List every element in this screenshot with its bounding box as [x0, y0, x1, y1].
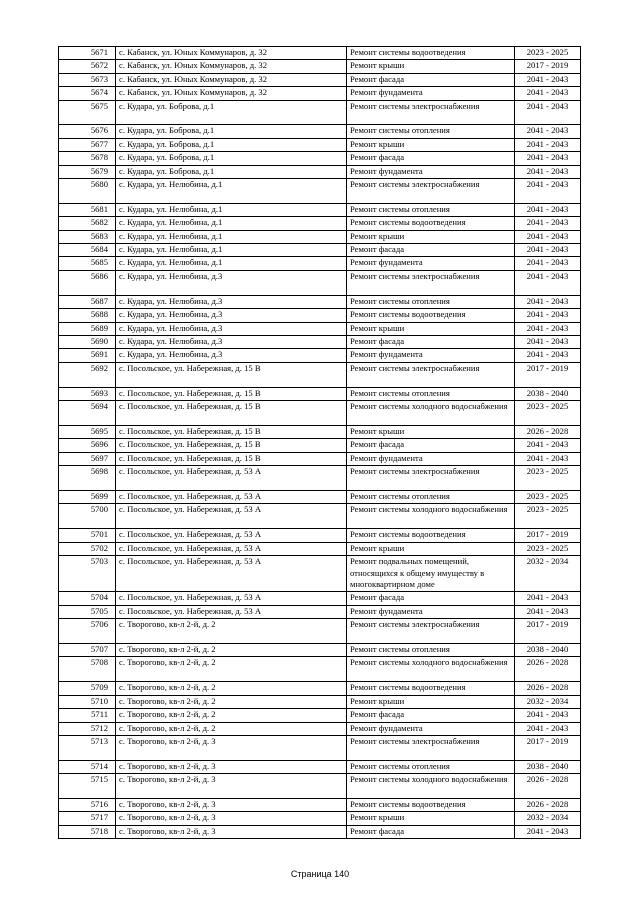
row-number: 5672 [59, 60, 116, 73]
row-number: 5677 [59, 138, 116, 151]
row-period: 2041 - 2043 [515, 439, 581, 452]
row-number: 5690 [59, 335, 116, 348]
row-period: 2041 - 2043 [515, 165, 581, 178]
table-row [59, 322, 581, 335]
row-work-type: Ремонт системы отопления [347, 295, 515, 308]
row-period: 2017 - 2019 [515, 619, 581, 644]
row-address: с. Посольское, ул. Набережная, д. 15 В [116, 387, 347, 400]
table-row [59, 735, 581, 760]
row-number: 5687 [59, 295, 116, 308]
row-address: с. Творогово, кв-л 2-й, д. 2 [116, 709, 347, 722]
row-work-type: Ремонт системы водоотведения [347, 309, 515, 322]
row-number: 5671 [59, 47, 116, 60]
row-work-type: Ремонт фасада [347, 73, 515, 86]
row-period: 2026 - 2028 [515, 425, 581, 438]
row-address: с. Кудара, ул. Нелюбина, д.1 [116, 217, 347, 230]
table-row [59, 73, 581, 86]
row-period: 2026 - 2028 [515, 799, 581, 812]
row-period: 2017 - 2019 [515, 362, 581, 387]
row-address: с. Посольское, ул. Набережная, д. 15 В [116, 400, 347, 425]
row-period: 2041 - 2043 [515, 152, 581, 165]
row-address: с. Кабанск, ул. Юных Коммунаров, д. 32 [116, 47, 347, 60]
table-row [59, 152, 581, 165]
row-number: 5716 [59, 799, 116, 812]
row-work-type: Ремонт фасада [347, 709, 515, 722]
row-number: 5693 [59, 387, 116, 400]
table-row [59, 349, 581, 362]
table-row [59, 542, 581, 555]
row-period: 2041 - 2043 [515, 592, 581, 605]
table-row [59, 556, 581, 592]
row-period: 2032 - 2034 [515, 695, 581, 708]
row-address: с. Кудара, ул. Нелюбина, д.1 [116, 257, 347, 270]
table-row [59, 309, 581, 322]
table-row [59, 799, 581, 812]
table-row [59, 100, 581, 125]
row-period: 2041 - 2043 [515, 230, 581, 243]
row-work-type: Ремонт фасада [347, 825, 515, 838]
row-address: с. Кабанск, ул. Юных Коммунаров, д. 32 [116, 73, 347, 86]
table-row [59, 244, 581, 257]
row-period: 2041 - 2043 [515, 709, 581, 722]
table-row [59, 230, 581, 243]
table-row [59, 179, 581, 204]
row-period: 2041 - 2043 [515, 87, 581, 100]
repair-schedule-table [58, 46, 581, 839]
row-work-type: Ремонт системы отопления [347, 760, 515, 773]
row-address: с. Творогово, кв-л 2-й, д. 3 [116, 774, 347, 799]
row-address: с. Творогово, кв-л 2-й, д. 3 [116, 799, 347, 812]
row-period: 2041 - 2043 [515, 257, 581, 270]
row-address: с. Кудара, ул. Нелюбина, д.3 [116, 295, 347, 308]
row-work-type: Ремонт системы электроснабжения [347, 179, 515, 204]
row-work-type: Ремонт фундамента [347, 349, 515, 362]
row-work-type: Ремонт подвальных помещений, относящихся к общему имуществу в многоквартирном доме [347, 556, 515, 592]
row-number: 5680 [59, 179, 116, 204]
table-row [59, 605, 581, 618]
row-number: 5704 [59, 592, 116, 605]
row-number: 5713 [59, 735, 116, 760]
row-number: 5698 [59, 466, 116, 491]
row-period: 2023 - 2025 [515, 400, 581, 425]
row-number: 5678 [59, 152, 116, 165]
table-row [59, 138, 581, 151]
row-period: 2023 - 2025 [515, 466, 581, 491]
row-number: 5692 [59, 362, 116, 387]
row-work-type: Ремонт системы холодного водоснабжения [347, 657, 515, 682]
row-address: с. Кудара, ул. Боброва, д.1 [116, 165, 347, 178]
row-number: 5717 [59, 812, 116, 825]
row-address: с. Посольское, ул. Набережная, д. 53 А [116, 490, 347, 503]
row-address: с. Посольское, ул. Набережная, д. 15 В [116, 439, 347, 452]
table-row [59, 270, 581, 295]
row-number: 5683 [59, 230, 116, 243]
row-address: с. Кудара, ул. Боброва, д.1 [116, 125, 347, 138]
row-number: 5705 [59, 605, 116, 618]
table-row [59, 592, 581, 605]
row-work-type: Ремонт фундамента [347, 165, 515, 178]
row-work-type: Ремонт фасада [347, 335, 515, 348]
row-work-type: Ремонт системы отопления [347, 644, 515, 657]
table-row [59, 657, 581, 682]
row-period: 2017 - 2019 [515, 60, 581, 73]
row-number: 5700 [59, 504, 116, 529]
row-address: с. Посольское, ул. Набережная, д. 53 А [116, 592, 347, 605]
row-period: 2041 - 2043 [515, 138, 581, 151]
row-address: с. Кудара, ул. Нелюбина, д.3 [116, 335, 347, 348]
row-work-type: Ремонт системы отопления [347, 490, 515, 503]
row-work-type: Ремонт системы водоотведения [347, 47, 515, 60]
row-period: 2041 - 2043 [515, 203, 581, 216]
row-work-type: Ремонт крыши [347, 322, 515, 335]
row-period: 2017 - 2019 [515, 735, 581, 760]
row-number: 5709 [59, 682, 116, 695]
row-number: 5674 [59, 87, 116, 100]
row-period: 2023 - 2025 [515, 542, 581, 555]
table-row [59, 387, 581, 400]
table-row [59, 295, 581, 308]
table-row [59, 644, 581, 657]
row-work-type: Ремонт системы электроснабжения [347, 619, 515, 644]
row-number: 5673 [59, 73, 116, 86]
row-address: с. Кудара, ул. Боброва, д.1 [116, 152, 347, 165]
row-period: 2032 - 2034 [515, 556, 581, 592]
row-work-type: Ремонт фундамента [347, 87, 515, 100]
row-number: 5689 [59, 322, 116, 335]
table-row [59, 709, 581, 722]
table-row [59, 490, 581, 503]
row-work-type: Ремонт фундамента [347, 722, 515, 735]
row-address: с. Творогово, кв-л 2-й, д. 2 [116, 722, 347, 735]
row-period: 2041 - 2043 [515, 217, 581, 230]
row-work-type: Ремонт фасада [347, 592, 515, 605]
row-number: 5691 [59, 349, 116, 362]
row-address: с. Творогово, кв-л 2-й, д. 2 [116, 644, 347, 657]
row-work-type: Ремонт крыши [347, 138, 515, 151]
table-row [59, 619, 581, 644]
row-period: 2023 - 2025 [515, 490, 581, 503]
table-row [59, 504, 581, 529]
row-period: 2038 - 2040 [515, 387, 581, 400]
row-number: 5685 [59, 257, 116, 270]
row-address: с. Кудара, ул. Нелюбина, д.3 [116, 322, 347, 335]
row-number: 5675 [59, 100, 116, 125]
row-work-type: Ремонт фундамента [347, 257, 515, 270]
table-row [59, 362, 581, 387]
row-number: 5710 [59, 695, 116, 708]
row-period: 2023 - 2025 [515, 47, 581, 60]
row-address: с. Кудара, ул. Нелюбина, д.3 [116, 270, 347, 295]
row-period: 2041 - 2043 [515, 100, 581, 125]
row-number: 5712 [59, 722, 116, 735]
row-period: 2041 - 2043 [515, 605, 581, 618]
row-address: с. Творогово, кв-л 2-й, д. 3 [116, 812, 347, 825]
row-period: 2041 - 2043 [515, 322, 581, 335]
row-address: с. Посольское, ул. Набережная, д. 53 А [116, 529, 347, 542]
row-number: 5696 [59, 439, 116, 452]
row-address: с. Кудара, ул. Нелюбина, д.1 [116, 179, 347, 204]
row-number: 5699 [59, 490, 116, 503]
row-address: с. Творогово, кв-л 2-й, д. 3 [116, 825, 347, 838]
row-period: 2041 - 2043 [515, 452, 581, 465]
row-period: 2041 - 2043 [515, 179, 581, 204]
row-number: 5686 [59, 270, 116, 295]
row-address: с. Посольское, ул. Набережная, д. 15 В [116, 452, 347, 465]
row-address: с. Посольское, ул. Набережная, д. 15 В [116, 362, 347, 387]
row-number: 5701 [59, 529, 116, 542]
row-address: с. Кудара, ул. Нелюбина, д.3 [116, 349, 347, 362]
row-work-type: Ремонт системы отопления [347, 203, 515, 216]
table-row [59, 203, 581, 216]
row-work-type: Ремонт системы холодного водоснабжения [347, 774, 515, 799]
table-row [59, 760, 581, 773]
table-row [59, 722, 581, 735]
row-period: 2026 - 2028 [515, 774, 581, 799]
row-number: 5682 [59, 217, 116, 230]
row-work-type: Ремонт системы холодного водоснабжения [347, 400, 515, 425]
row-work-type: Ремонт системы электроснабжения [347, 735, 515, 760]
row-period: 2038 - 2040 [515, 760, 581, 773]
row-work-type: Ремонт системы электроснабжения [347, 100, 515, 125]
row-number: 5676 [59, 125, 116, 138]
row-address: с. Кудара, ул. Нелюбина, д.1 [116, 230, 347, 243]
row-period: 2041 - 2043 [515, 349, 581, 362]
row-address: с. Творогово, кв-л 2-й, д. 3 [116, 735, 347, 760]
row-number: 5694 [59, 400, 116, 425]
row-period: 2032 - 2034 [515, 812, 581, 825]
row-work-type: Ремонт крыши [347, 230, 515, 243]
row-address: с. Кудара, ул. Боброва, д.1 [116, 100, 347, 125]
row-period: 2041 - 2043 [515, 125, 581, 138]
row-address: с. Кудара, ул. Нелюбина, д.1 [116, 244, 347, 257]
row-work-type: Ремонт фасада [347, 439, 515, 452]
row-number: 5708 [59, 657, 116, 682]
row-work-type: Ремонт крыши [347, 425, 515, 438]
row-period: 2041 - 2043 [515, 722, 581, 735]
row-work-type: Ремонт крыши [347, 60, 515, 73]
row-address: с. Кудара, ул. Нелюбина, д.1 [116, 203, 347, 216]
page-number: Страница 140 [290, 869, 350, 879]
table-row [59, 812, 581, 825]
table-row [59, 217, 581, 230]
row-address: с. Посольское, ул. Набережная, д. 53 А [116, 542, 347, 555]
row-number: 5688 [59, 309, 116, 322]
table-row [59, 529, 581, 542]
row-number: 5702 [59, 542, 116, 555]
row-work-type: Ремонт системы водоотведения [347, 529, 515, 542]
row-address: с. Творогово, кв-л 2-й, д. 2 [116, 682, 347, 695]
row-address: с. Кабанск, ул. Юных Коммунаров, д. 32 [116, 87, 347, 100]
table-row [59, 425, 581, 438]
row-work-type: Ремонт крыши [347, 542, 515, 555]
row-number: 5684 [59, 244, 116, 257]
row-work-type: Ремонт системы отопления [347, 125, 515, 138]
row-work-type: Ремонт фундамента [347, 605, 515, 618]
row-address: с. Творогово, кв-л 2-й, д. 3 [116, 760, 347, 773]
table-row [59, 452, 581, 465]
row-address: с. Кабанск, ул. Юных Коммунаров, д. 32 [116, 60, 347, 73]
row-period: 2041 - 2043 [515, 244, 581, 257]
row-work-type: Ремонт системы водоотведения [347, 682, 515, 695]
row-address: с. Посольское, ул. Набережная, д. 15 В [116, 425, 347, 438]
row-period: 2041 - 2043 [515, 825, 581, 838]
table-row [59, 466, 581, 491]
table-body [59, 47, 581, 839]
table-row [59, 774, 581, 799]
table-row [59, 335, 581, 348]
row-address: с. Посольское, ул. Набережная, д. 53 А [116, 504, 347, 529]
row-period: 2041 - 2043 [515, 270, 581, 295]
table-row [59, 695, 581, 708]
table-row [59, 165, 581, 178]
table-row [59, 439, 581, 452]
row-address: с. Посольское, ул. Набережная, д. 53 А [116, 556, 347, 592]
row-number: 5711 [59, 709, 116, 722]
row-period: 2038 - 2040 [515, 644, 581, 657]
row-address: с. Творогово, кв-л 2-й, д. 2 [116, 619, 347, 644]
row-period: 2017 - 2019 [515, 529, 581, 542]
row-work-type: Ремонт системы электроснабжения [347, 466, 515, 491]
row-period: 2041 - 2043 [515, 73, 581, 86]
row-number: 5714 [59, 760, 116, 773]
row-work-type: Ремонт системы электроснабжения [347, 362, 515, 387]
row-number: 5707 [59, 644, 116, 657]
row-address: с. Посольское, ул. Набережная, д. 53 А [116, 466, 347, 491]
table-row [59, 125, 581, 138]
row-period: 2041 - 2043 [515, 309, 581, 322]
row-number: 5679 [59, 165, 116, 178]
row-period: 2041 - 2043 [515, 295, 581, 308]
row-period: 2041 - 2043 [515, 335, 581, 348]
table-row [59, 682, 581, 695]
row-period: 2023 - 2025 [515, 504, 581, 529]
row-address: с. Кудара, ул. Нелюбина, д.3 [116, 309, 347, 322]
row-work-type: Ремонт системы отопления [347, 387, 515, 400]
row-work-type: Ремонт крыши [347, 695, 515, 708]
table-row [59, 60, 581, 73]
row-number: 5718 [59, 825, 116, 838]
row-work-type: Ремонт системы водоотведения [347, 799, 515, 812]
row-number: 5695 [59, 425, 116, 438]
table-row [59, 400, 581, 425]
row-address: с. Кудара, ул. Боброва, д.1 [116, 138, 347, 151]
row-address: с. Творогово, кв-л 2-й, д. 2 [116, 657, 347, 682]
row-work-type: Ремонт системы холодного водоснабжения [347, 504, 515, 529]
row-period: 2026 - 2028 [515, 682, 581, 695]
table-row [59, 87, 581, 100]
row-address: с. Творогово, кв-л 2-й, д. 2 [116, 695, 347, 708]
row-number: 5681 [59, 203, 116, 216]
table-row [59, 47, 581, 60]
row-address: с. Посольское, ул. Набережная, д. 53 А [116, 605, 347, 618]
row-work-type: Ремонт фасада [347, 152, 515, 165]
row-work-type: Ремонт крыши [347, 812, 515, 825]
row-work-type: Ремонт системы водоотведения [347, 217, 515, 230]
row-work-type: Ремонт фундамента [347, 452, 515, 465]
row-number: 5706 [59, 619, 116, 644]
table-row [59, 825, 581, 838]
row-number: 5697 [59, 452, 116, 465]
row-number: 5715 [59, 774, 116, 799]
row-number: 5703 [59, 556, 116, 592]
table-row [59, 257, 581, 270]
row-work-type: Ремонт фасада [347, 244, 515, 257]
row-period: 2026 - 2028 [515, 657, 581, 682]
row-work-type: Ремонт системы электроснабжения [347, 270, 515, 295]
